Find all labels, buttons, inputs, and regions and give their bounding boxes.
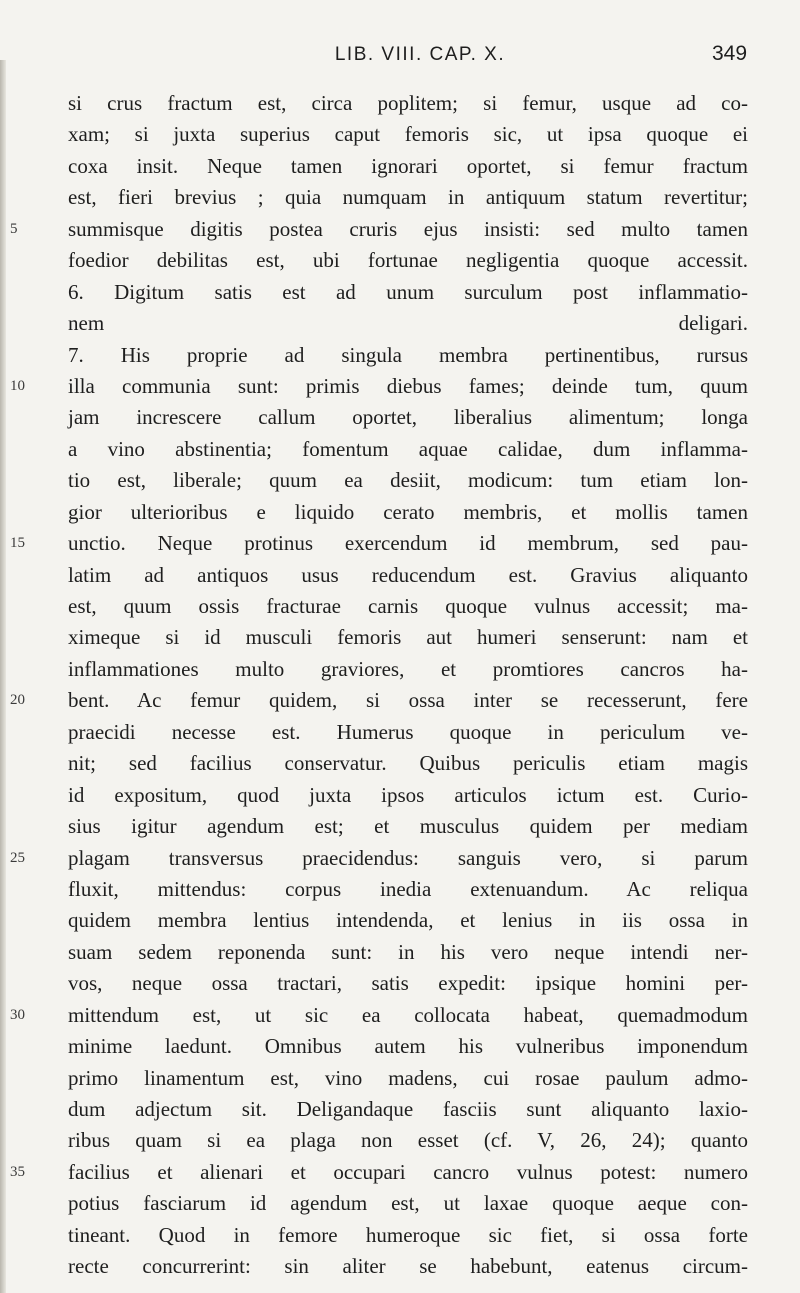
text-line	[68, 1063, 748, 1094]
line-text: praecidi necesse est. Humerus quoque in periculum ve-	[68, 719, 748, 744]
page-number: 349	[712, 42, 748, 65]
line-text: coxa insit. Neque tamen ignorari oportet, si femur fractum	[68, 153, 748, 178]
line-number: 10	[10, 377, 25, 394]
text-line	[68, 340, 748, 371]
text-line	[68, 151, 748, 182]
line-text: gior ulterioribus e liquido cerato membris, et mollis tamen	[68, 499, 748, 524]
line-number: 15	[10, 535, 25, 552]
line-text: plagam transversus praecidendus: sanguis vero, si parum	[68, 845, 748, 870]
text-line	[68, 277, 748, 308]
text-line	[68, 654, 748, 685]
text-line	[68, 308, 748, 339]
text-line	[10, 528, 748, 559]
text-line	[68, 811, 748, 842]
line-text: dum adjectum sit. Deligandaque fasciis sunt aliquanto laxio-	[68, 1097, 748, 1121]
line-text: nit; sed facilius conservatur. Quibus periculis etiam magis	[68, 751, 748, 776]
line-text: primo linamentum est, vino madens, cui rosae paulum admo-	[68, 1065, 748, 1090]
text-line	[10, 1000, 748, 1031]
text-line	[68, 905, 748, 936]
body-text	[10, 88, 748, 1283]
text-line	[68, 182, 748, 213]
line-number: 5	[10, 220, 18, 237]
line-text: est, fieri brevius ; quia numquam in antiquum statum revertitur;	[68, 185, 748, 210]
line-text: potius fasciarum id agendum est, ut laxae quoque aeque con-	[68, 1191, 748, 1216]
text-line	[68, 622, 748, 653]
line-text: quidem membra lentius intendenda, et lenius in iis ossa in	[68, 908, 748, 933]
line-text: facilius et alienari et occupari cancro vulnus potest: numero	[68, 1159, 748, 1184]
line-text: latim ad antiquos usus reducendum est. Gravius aliquanto	[68, 562, 748, 587]
line-text: summisque digitis postea cruris ejus insisti: sed multo tamen	[68, 216, 748, 241]
binding-edge	[0, 60, 6, 1293]
line-text: si crus fractum est, circa poplitem; si femur, usque ad co-	[68, 91, 748, 115]
text-line	[68, 1031, 748, 1062]
line-text: sius igitur agendum est; et musculus quidem per mediam	[68, 814, 748, 839]
line-text: 7. His proprie ad singula membra pertinentibus, rursus	[68, 342, 748, 367]
line-number: 35	[10, 1163, 25, 1180]
line-text: fluxit, mittendus: corpus inedia extenuandum. Ac reliqua	[68, 876, 748, 901]
line-text: 6. Digitum satis est ad unum surculum post inflammatio-	[68, 279, 748, 304]
line-text: inflammationes multo graviores, et promtiores cancros ha-	[68, 656, 748, 681]
line-number: 30	[10, 1006, 25, 1023]
text-line	[10, 371, 748, 402]
line-text: tio est, liberale; quum ea desiit, modicum: tum etiam lon-	[68, 468, 748, 493]
text-line	[68, 874, 748, 905]
line-text: foedior debilitas est, ubi fortunae negligentia quoque accessit.	[68, 248, 748, 273]
text-line	[10, 685, 748, 716]
line-text: nem deligari.	[68, 311, 748, 336]
line-text: mittendum est, ut sic ea collocata habeat, quemadmodum	[68, 1002, 748, 1027]
line-text: jam increscere callum oportet, liberalius alimentum; longa	[68, 405, 748, 430]
line-text: ribus quam si ea plaga non esset (cf. V, 26, 24); quanto	[68, 1128, 748, 1153]
text-line	[68, 497, 748, 528]
text-line	[68, 465, 748, 496]
line-text: bent. Ac femur quidem, si ossa inter se recesserunt, fere	[68, 688, 748, 713]
text-line	[10, 843, 748, 874]
line-text: tineant. Quod in femore humeroque sic fiet, si ossa forte	[68, 1222, 748, 1247]
line-text: a vino abstinentia; fomentum aquae calidae, dum inflamma-	[68, 436, 748, 461]
line-text: vos, neque ossa tractari, satis expedit: ipsique homini per-	[68, 971, 748, 996]
line-text: suam sedem reponenda sunt: in his vero neque intendi ner-	[68, 939, 748, 964]
running-head: LIB. VIII. CAP. X.	[334, 44, 506, 65]
line-number: 20	[10, 692, 25, 709]
text-line	[68, 717, 748, 748]
text-line	[68, 968, 748, 999]
text-line	[68, 591, 748, 622]
text-line	[10, 214, 748, 245]
line-text: recte concurrerint: sin aliter se habebunt, eatenus circum-	[68, 1254, 748, 1279]
text-line	[68, 88, 748, 119]
line-text: minime laedunt. Omnibus autem his vulneribus imponendum	[68, 1034, 748, 1059]
text-line	[68, 245, 748, 276]
text-line	[68, 1251, 748, 1282]
line-text: id expositum, quod juxta ipsos articulos ictum est. Curio-	[68, 782, 748, 807]
line-text: illa communia sunt: primis diebus fames; deinde tum, quum	[68, 373, 748, 398]
text-line	[68, 434, 748, 465]
line-text: ximeque si id musculi femoris aut humeri senserunt: nam et	[68, 625, 748, 650]
text-line	[68, 1220, 748, 1251]
text-line	[68, 560, 748, 591]
text-line	[10, 1157, 748, 1188]
text-line	[68, 1125, 748, 1156]
text-line	[68, 1188, 748, 1219]
text-line	[68, 402, 748, 433]
text-line	[68, 1094, 748, 1125]
line-number: 25	[10, 849, 25, 866]
line-text: est, quum ossis fracturae carnis quoque vulnus accessit; ma-	[68, 594, 748, 618]
text-line	[68, 937, 748, 968]
line-text: xam; si juxta superius caput femoris sic, ut ipsa quoque ei	[68, 122, 748, 147]
text-line	[68, 748, 748, 779]
text-line	[68, 119, 748, 150]
line-text: unctio. Neque protinus exercendum id membrum, sed pau-	[68, 531, 748, 556]
text-line	[68, 780, 748, 811]
